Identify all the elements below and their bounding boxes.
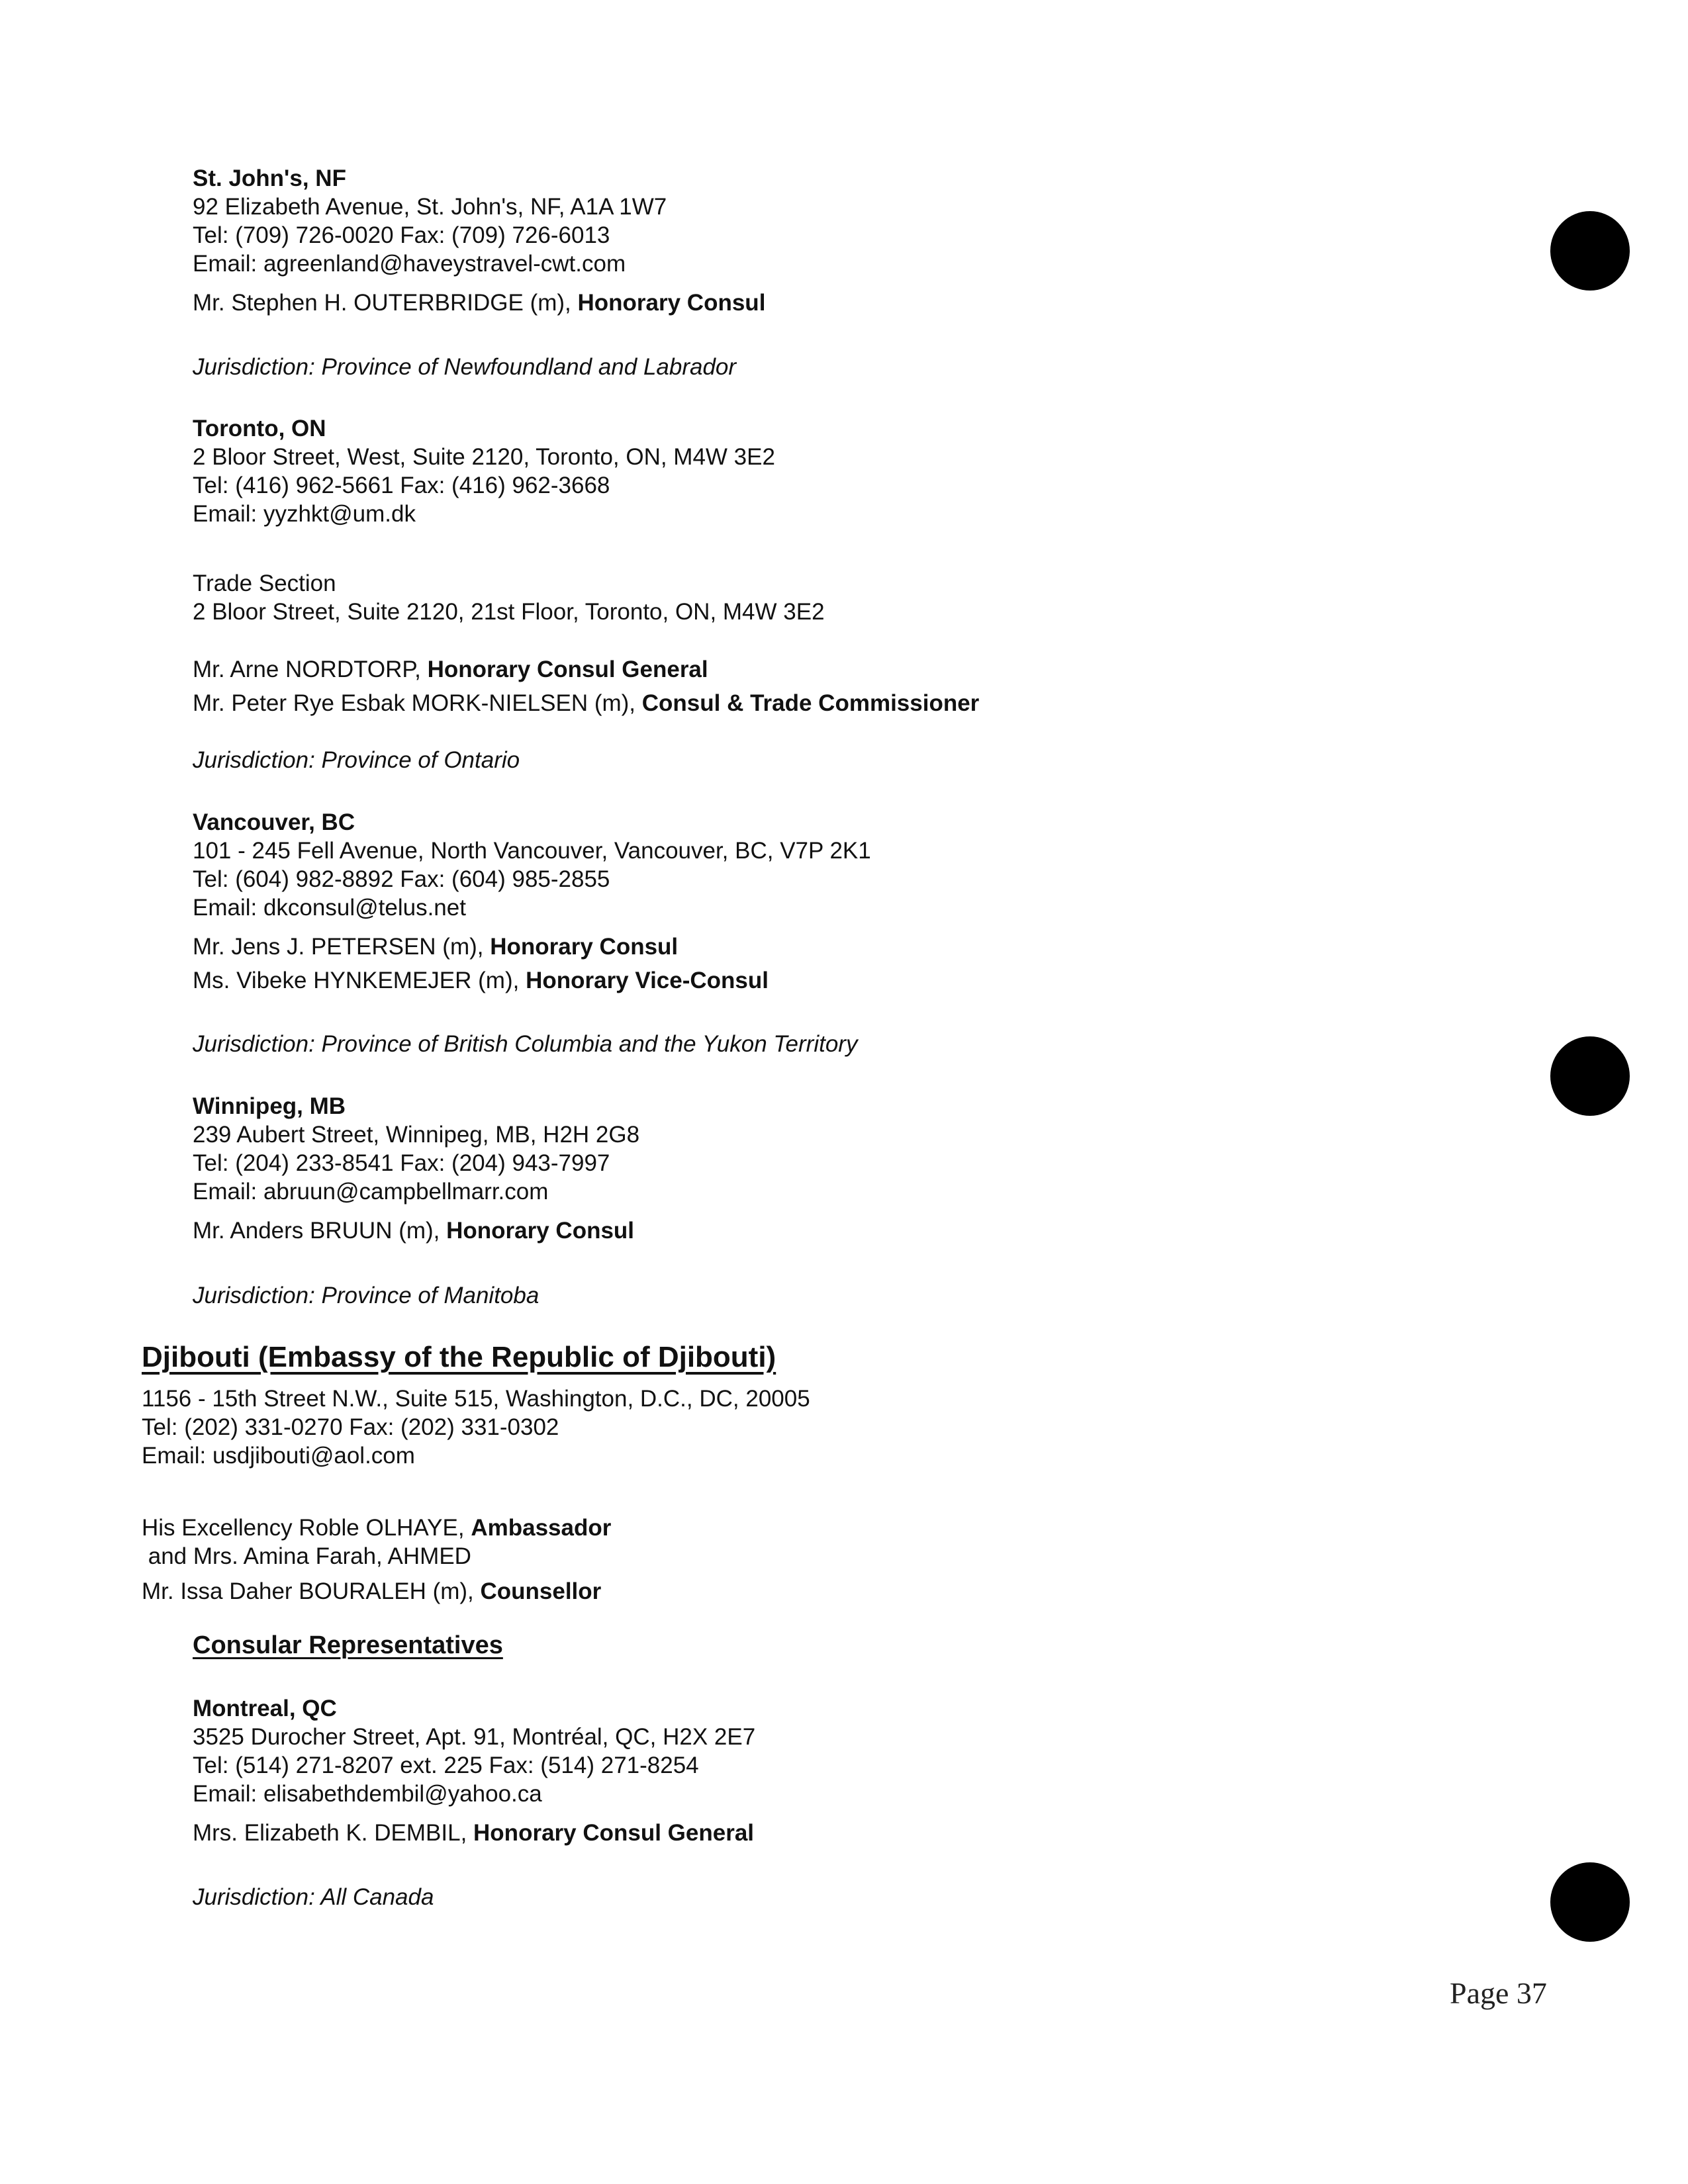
person-title: Counsellor <box>480 1578 602 1604</box>
consulate-montreal <box>193 1694 1450 1847</box>
jurisdiction-st-johns <box>193 353 1450 381</box>
page-number: Page 37 <box>1450 1976 1547 2010</box>
consulate-vancouver <box>193 808 1450 995</box>
person-title: Honorary Consul <box>446 1218 635 1244</box>
embassy-phone: Tel: (202) 331-0270 Fax: (202) 331-0302 <box>142 1414 559 1440</box>
consulate-email: Email: yyzhkt@um.dk <box>193 501 416 527</box>
people-toronto <box>193 655 1450 717</box>
consulate-person <box>193 1216 1450 1245</box>
consulate-city: Toronto, ON <box>193 416 326 441</box>
consulate-phone: Tel: (514) 271-8207 ext. 225 Fax: (514) 271-8254 <box>193 1752 699 1778</box>
consulate-address: 101 - 245 Fell Avenue, North Vancouver, Vancouver, BC, V7P 2K1 <box>193 838 871 864</box>
person-title: Honorary Consul <box>490 934 679 960</box>
punch-hole-bottom <box>1550 1862 1630 1942</box>
ambassador-spouse: and Mrs. Amina Farah, AHMED <box>142 1543 471 1569</box>
consulate-person <box>193 655 1450 684</box>
consulate-person <box>193 289 1450 317</box>
counsellor <box>142 1577 1399 1606</box>
consulate-person <box>193 689 1450 717</box>
consulate-st-johns <box>193 164 1450 317</box>
consulate-email: Email: abruun@campbellmarr.com <box>193 1179 549 1205</box>
person-title: Honorary Consul General <box>473 1820 755 1846</box>
djibouti-embassy-contact <box>142 1385 1399 1470</box>
person-name: His Excellency Roble OLHAYE, <box>142 1515 471 1541</box>
trade-section-label: Trade Section <box>193 570 336 596</box>
consulate-phone: Tel: (204) 233-8541 Fax: (204) 943-7997 <box>193 1150 610 1176</box>
consulate-address: 3525 Durocher Street, Apt. 91, Montréal, QC, H2X 2E7 <box>193 1724 756 1750</box>
person-name: Mr. Jens J. PETERSEN (m), <box>193 934 491 960</box>
person-title: Consul & Trade Commissioner <box>641 690 980 716</box>
person-name: Mr. Peter Rye Esbak MORK-NIELSEN (m), <box>193 690 642 716</box>
consulate-phone: Tel: (709) 726-0020 Fax: (709) 726-6013 <box>193 222 610 248</box>
consulate-city: Winnipeg, MB <box>193 1093 346 1119</box>
consulate-address: 239 Aubert Street, Winnipeg, MB, H2H 2G8 <box>193 1122 640 1148</box>
person-title: Ambassador <box>471 1515 612 1541</box>
jurisdiction-text: Jurisdiction: Province of Newfoundland and Labrador <box>193 354 737 380</box>
person-name: Mr. Arne NORDTORP, <box>193 657 428 682</box>
consulate-email: Email: agreenland@haveystravel-cwt.com <box>193 251 626 277</box>
consulate-city: St. John's, NF <box>193 165 346 191</box>
jurisdiction-toronto <box>193 746 1450 774</box>
consulate-toronto <box>193 414 1450 528</box>
consulate-person <box>193 933 1450 961</box>
punch-hole-middle <box>1550 1036 1630 1116</box>
jurisdiction-winnipeg <box>193 1281 1450 1310</box>
section-subheading: Consular Representatives <box>193 1631 503 1659</box>
consulate-phone: Tel: (604) 982-8892 Fax: (604) 985-2855 <box>193 866 610 892</box>
consulate-email: Email: dkconsul@telus.net <box>193 895 466 921</box>
consulate-person <box>193 966 1450 995</box>
djibouti-section <box>142 1340 1399 1375</box>
jurisdiction-text: Jurisdiction: All Canada <box>193 1884 434 1910</box>
jurisdiction-text: Jurisdiction: Province of British Columbia and the Yukon Territory <box>193 1031 858 1057</box>
person-title: Honorary Vice-Consul <box>526 968 769 993</box>
consulate-city: Vancouver, BC <box>193 809 355 835</box>
consulate-winnipeg <box>193 1092 1450 1245</box>
punch-hole-top <box>1550 211 1630 291</box>
consulate-address: 92 Elizabeth Avenue, St. John's, NF, A1A 1W7 <box>193 194 667 220</box>
consulate-address: 2 Bloor Street, West, Suite 2120, Toronto, ON, M4W 3E2 <box>193 444 775 470</box>
jurisdiction-text: Jurisdiction: Province of Ontario <box>193 747 520 773</box>
consulate-city: Montreal, QC <box>193 1696 337 1721</box>
consulate-phone: Tel: (416) 962-5661 Fax: (416) 962-3668 <box>193 473 610 498</box>
person-name: Mr. Anders BRUUN (m), <box>193 1218 447 1244</box>
jurisdiction-text: Jurisdiction: Province of Manitoba <box>193 1283 539 1308</box>
person-name: Mrs. Elizabeth K. DEMBIL, <box>193 1820 474 1846</box>
person-name: Ms. Vibeke HYNKEMEJER (m), <box>193 968 526 993</box>
trade-section-toronto <box>193 569 1450 626</box>
consulate-person <box>193 1819 1450 1847</box>
consular-representatives-heading <box>193 1629 1450 1661</box>
djibouti-staff <box>142 1514 1399 1606</box>
trade-section-address: 2 Bloor Street, Suite 2120, 21st Floor, Toronto, ON, M4W 3E2 <box>193 599 825 625</box>
embassy-email: Email: usdjibouti@aol.com <box>142 1443 415 1469</box>
ambassador <box>142 1514 1399 1542</box>
jurisdiction-vancouver <box>193 1030 1450 1058</box>
embassy-address: 1156 - 15th Street N.W., Suite 515, Washington, D.C., DC, 20005 <box>142 1386 810 1412</box>
jurisdiction-montreal <box>193 1883 1450 1911</box>
person-title: Honorary Consul <box>577 290 766 316</box>
person-name: Mr. Stephen H. OUTERBRIDGE (m), <box>193 290 578 316</box>
country-heading: Djibouti (Embassy of the Republic of Djibouti) <box>142 1341 776 1373</box>
person-name: Mr. Issa Daher BOURALEH (m), <box>142 1578 481 1604</box>
consulate-email: Email: elisabethdembil@yahoo.ca <box>193 1781 542 1807</box>
person-title: Honorary Consul General <box>427 657 708 682</box>
